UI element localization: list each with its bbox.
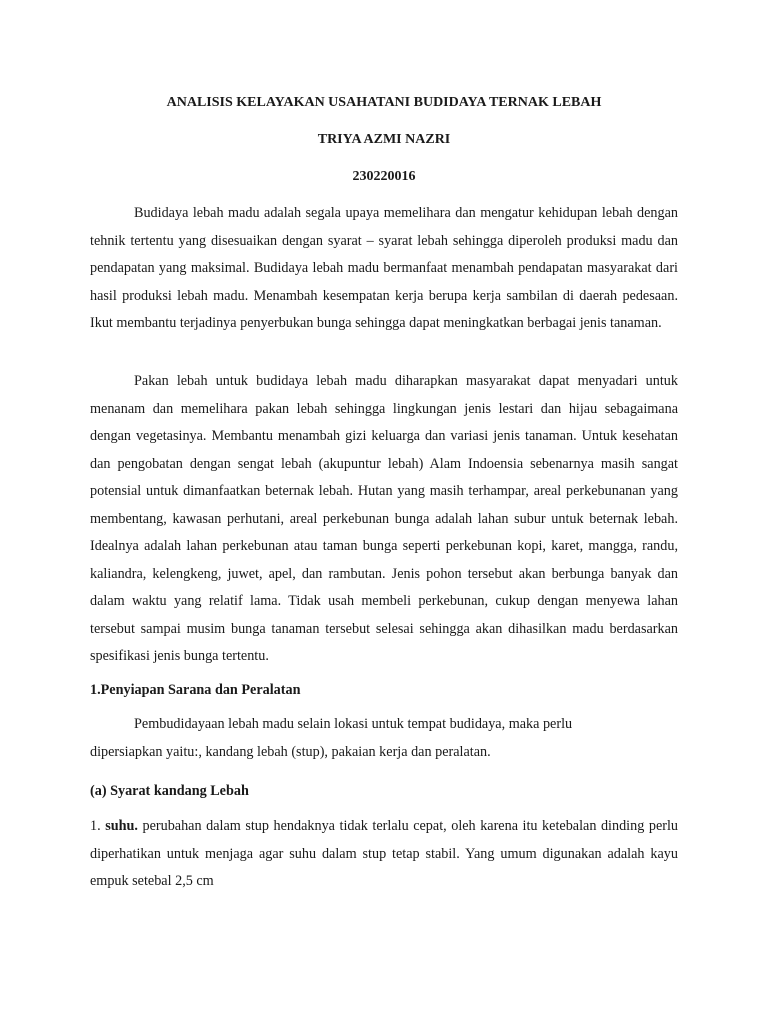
paragraph-3-line-2: dipersiapkan yaitu:, kandang lebah (stup), pakaian kerja dan peralatan. — [90, 743, 491, 760]
list-item-1-term: suhu. — [105, 818, 138, 834]
paragraph-1: Budidaya lebah madu adalah segala upaya memelihara dan mengatur kehidupan lebah dengan tehnik tertentu yang disesuaikan dengan syarat – syarat lebah sehingga diperoleh produksi madu dan pendapatan yang maksimal. Budidaya lebah madu bermanfaat menambah pendapatan masyarakat dari hasil produksi lebah madu. Menambah kesempatan kerja berupa kerja sambilan di daerah pedesaan. Ikut membantu terjadinya penyerbukan bunga sehingga dapat meningkatkan berbagai jenis tanaman. — [90, 205, 678, 331]
paragraph-3-line-1: Pembudidayaan lebah madu selain lokasi untuk tempat budidaya, maka perlu — [134, 716, 573, 732]
paragraph-2: Pakan lebah untuk budidaya lebah madu diharapkan masyarakat dapat menyadari untuk menanam dan memelihara pakan lebah sehingga lingkungan jenis lestari dan hijau sebagaimana dengan vegetasinya. Membantu menambah gizi keluarga dan variasi jenis tanaman. Untuk kesehatan dan pengobatan dengan sengat lebah (akupuntur lebah) Alam Indoensia sebenarnya masih sangat potensial untuk dimanfaatkan beternak lebah. Hutan yang masih terhampar, areal perkebunanan yang membentang, kawasan perhutani, areal perkebunan bunga adalah lahan subur untuk beternak lebah. Idealnya adalah lahan perkebunan atau taman bunga seperti perkebunan kopi, karet, mangga, randu, kaliandra, kelengkeng, juwet, apel, dan rambutan. Jenis pohon tersebut akan berbunga banyak dan dalam waktu yang relatif lama. Tidak usah membeli perkebunan, cukup dengan menyewa lahan tersebut sampai musim bunga tanaman tersebut selesai sehingga akan dihasilkan madu berdasarkan spesifikasi jenis bunga tertentu. — [90, 373, 678, 664]
paragraph-3 — [90, 711, 678, 766]
list-item-1-text: perubahan dalam stup hendaknya tidak terlalu cepat, oleh karena itu ketebalan dinding perlu diperhatikan untuk menjaga agar suhu dalam stup tetap stabil. Yang umum digunakan adalah kayu empuk setebal 2,5 cm — [90, 818, 679, 889]
student-id: 230220016 — [352, 169, 416, 184]
document-title: ANALISIS KELAYAKAN USAHATANI BUDIDAYA TERNAK LEBAH — [166, 95, 602, 110]
author-name: TRIYA AZMI NAZRI — [317, 132, 451, 147]
list-item-1 — [90, 813, 678, 896]
section-1-title: 1.Penyiapan Sarana dan Peralatan — [90, 682, 301, 698]
section-a-title: (a) Syarat kandang Lebah — [90, 783, 249, 799]
list-item-1-number: 1. — [90, 818, 101, 834]
